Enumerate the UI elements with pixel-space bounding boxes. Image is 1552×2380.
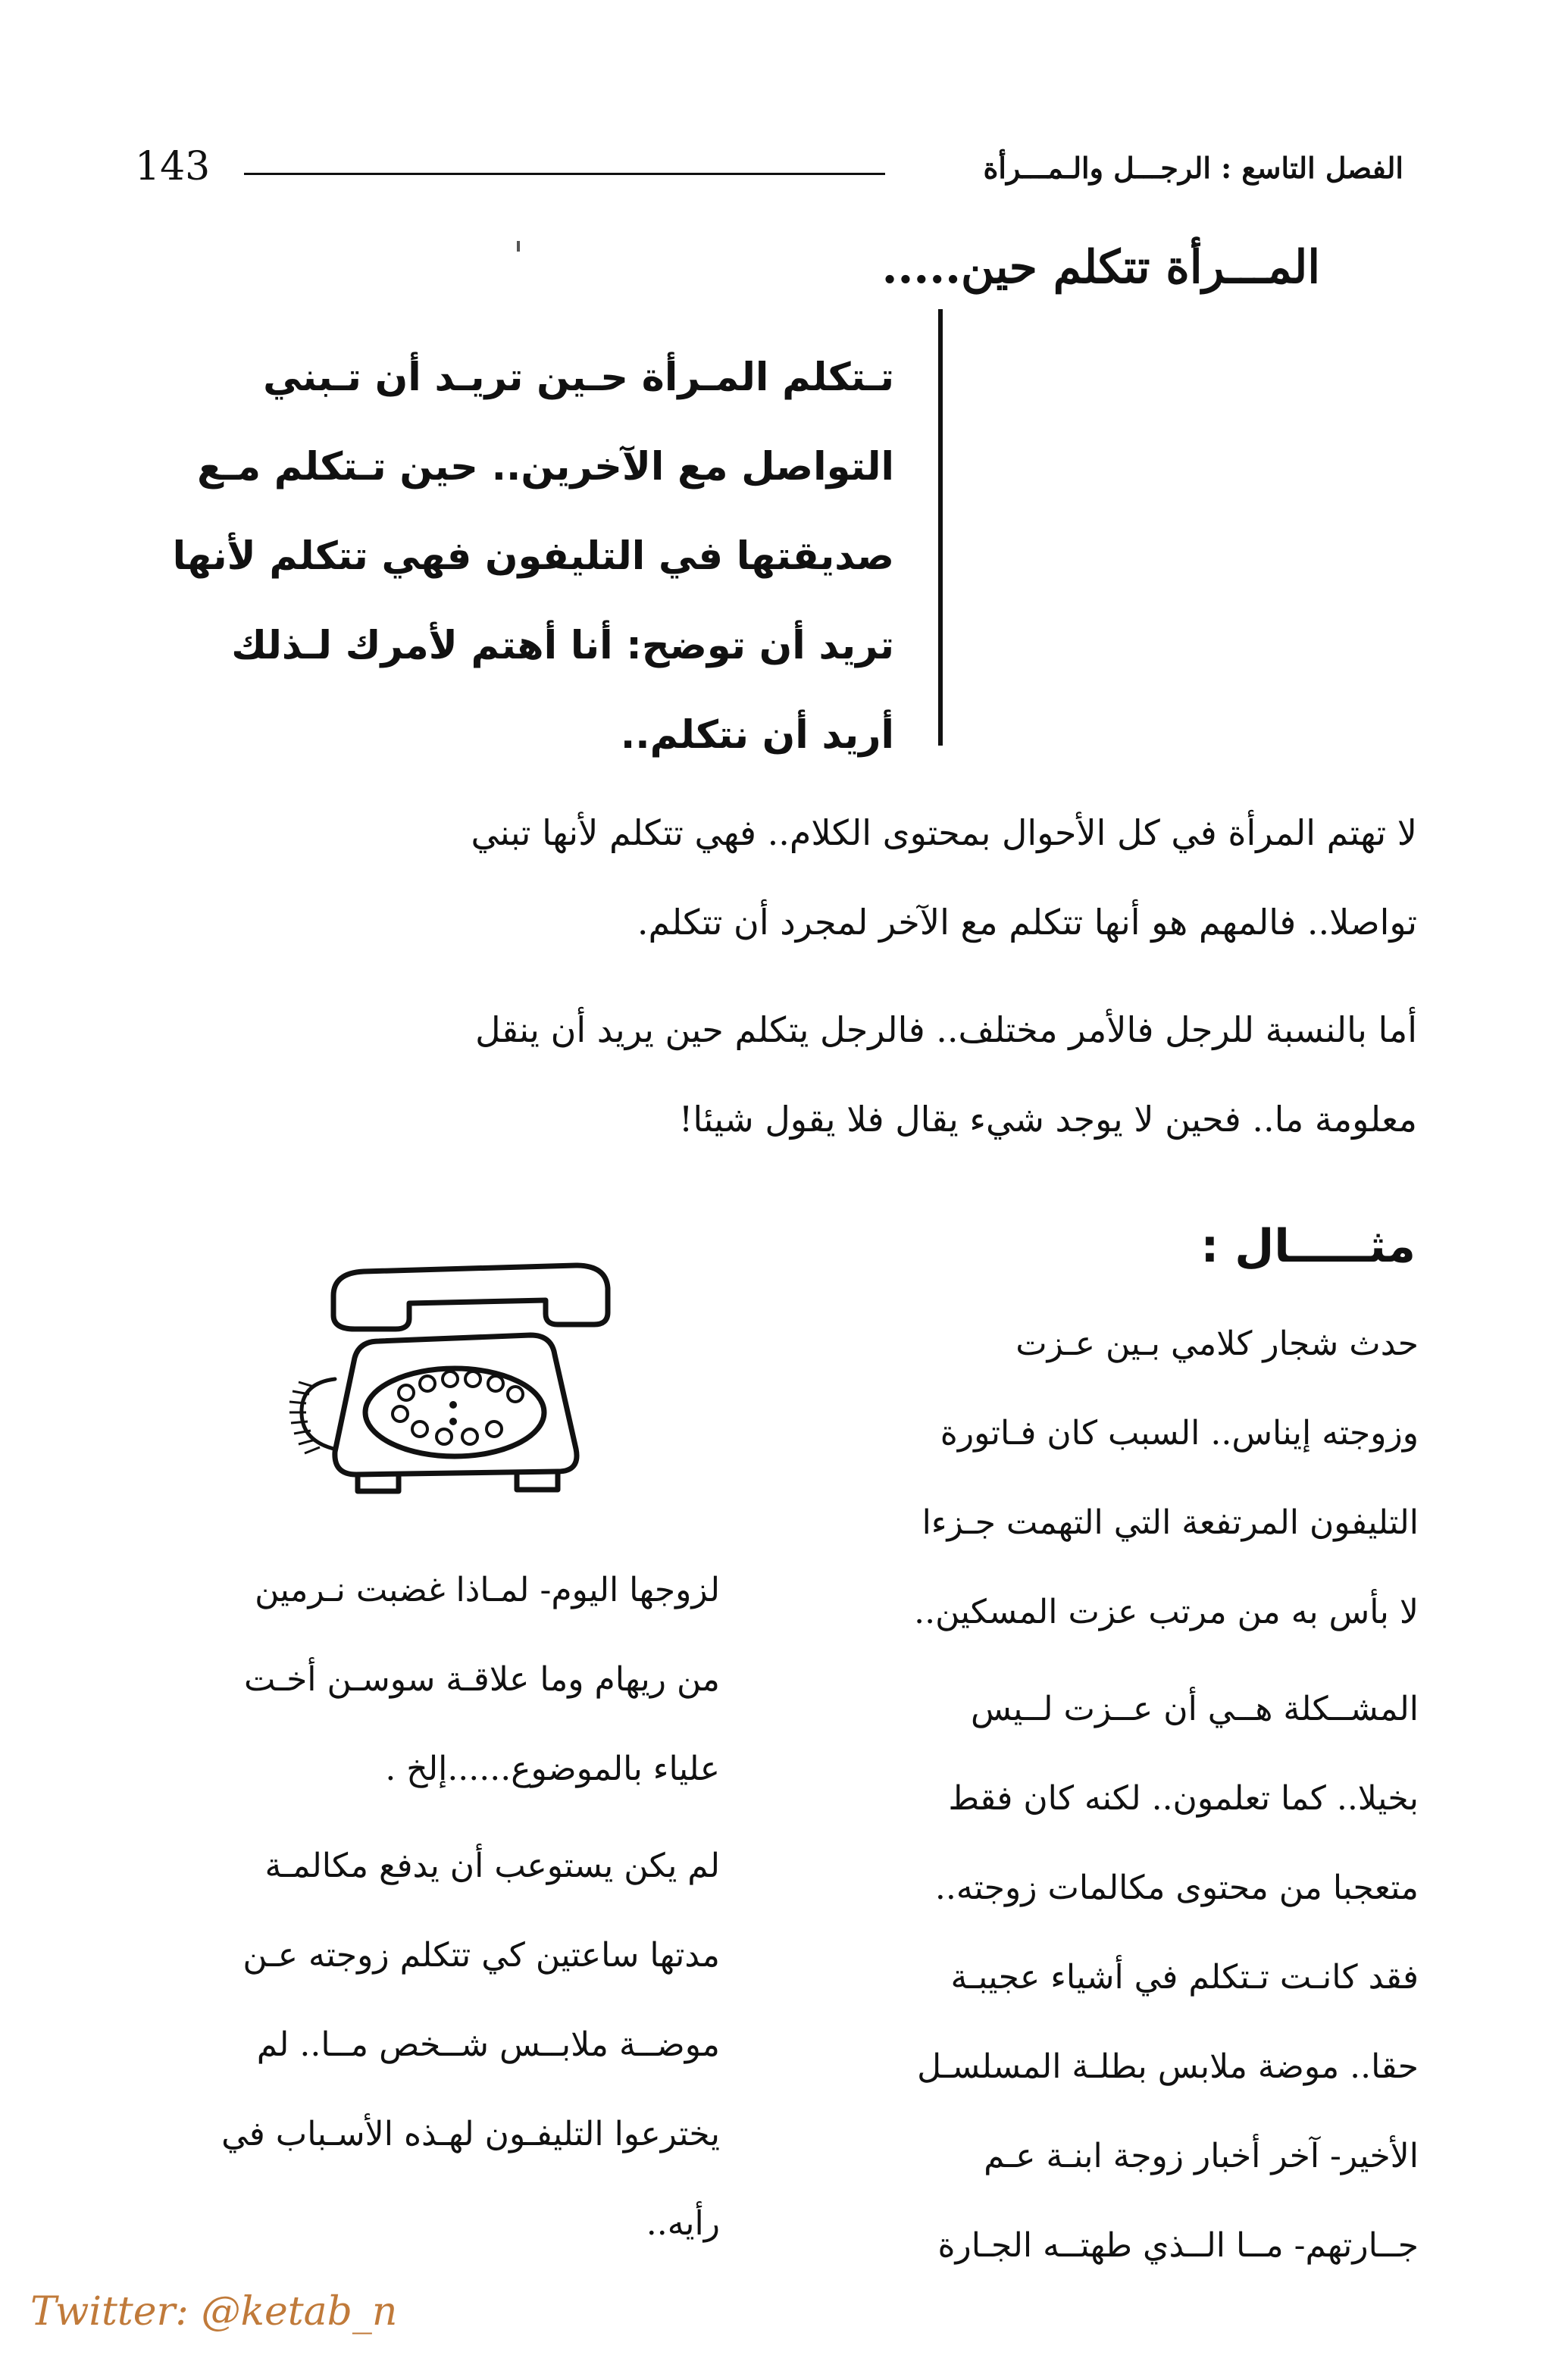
paragraph-line: أما بالنسبة للرجل فالأمر مختلف.. فالرجل يتكلم حين يريد أن ينقل (475, 1009, 1417, 1050)
example-title: مثـــــال : (1200, 1220, 1416, 1273)
column-line: حدث شجار كلامي بـين عـزت (1015, 1324, 1419, 1363)
section-title: المـــرأة تتكلم حين..... (881, 241, 1320, 294)
telephone-icon (220, 1250, 659, 1508)
column-line: رأيه.. (646, 2204, 720, 2243)
column-line: موضــة ملابــس شــخص مــا.. لم (256, 2025, 720, 2064)
column-line: لم يكن يستوعب أن يدفع مكالمـة (264, 1847, 720, 1885)
column-line: جــارتهم- مــا الــذي طهتــه الجـارة (937, 2226, 1419, 2265)
column-line: مدتها ساعتين كي تتكلم زوجته عـن (242, 1936, 720, 1975)
column-line: فقد كانـت تـتكلم في أشياء عجيبـة (950, 1958, 1419, 1997)
quote-line: التواصل مع الآخرين.. حين تـتكلم مـع (197, 445, 894, 489)
quote-line: تـتكلم المـرأة حـين تريـد أن تـبني (263, 355, 894, 400)
column-line: متعجبا من محتوى مكالمات زوجته.. (934, 1869, 1419, 1907)
paragraph-line: معلومة ما.. فحين لا يوجد شيء يقال فلا يقول شيئا! (678, 1099, 1417, 1140)
column-line: بخيلا.. كما تعلمون.. لكنه كان فقط (948, 1779, 1419, 1818)
paragraph-women (136, 788, 1417, 967)
quote-line: تريد أن توضح: أنا أهتم لأمرك لـذلك (231, 624, 894, 668)
quote-rule (938, 309, 943, 746)
column-line: لا بأس به من مرتب عزت المسكين.. (914, 1593, 1419, 1631)
paragraph-men (136, 985, 1417, 1164)
column-line: حقا.. موضة ملابس بطلـة المسلسـل (917, 2047, 1419, 2086)
column-line: المشــكلة هــي أن عــزت لــيس (971, 1690, 1419, 1728)
paragraph-gap (136, 1814, 720, 1822)
paragraph-line: لا تهتم المرأة في كل الأحوال بمحتوى الكلام.. فهي تتكلم لأنها تبني (471, 812, 1417, 853)
example-column-right (828, 1299, 1419, 2291)
column-line: لزوجها اليوم- لمـاذا غضبت نـرمين (255, 1571, 720, 1609)
column-line: من ريهام وما علاقـة سوسـن أخـت (243, 1660, 720, 1699)
running-head: الفصل التاسع : الرجـــل والـمـــرأة (983, 151, 1403, 185)
quote-box (136, 333, 894, 780)
column-line: وزوجته إيناس.. السبب كان فـاتورة (940, 1414, 1419, 1453)
column-line: التليفون المرتفعة التي التهمت جـزءا (922, 1503, 1419, 1542)
print-mark (517, 241, 520, 252)
page-number: 143 (135, 144, 211, 189)
quote-line: أريد أن نتكلم.. (620, 713, 894, 758)
column-line: يخترعوا التليفـون لهـذه الأسـباب في (221, 2115, 720, 2153)
example-column-left (136, 1546, 720, 2269)
paragraph-line: تواصلا.. فالمهم هو أنها تتكلم مع الآخر لمجرد أن تتكلم. (637, 902, 1417, 943)
header-rule (244, 173, 885, 175)
column-line: الأخير- آخر أخبار زوجة ابنـة عـم (984, 2137, 1419, 2175)
quote-line: صديقتها في التليفون فهي تتكلم لأنها (172, 534, 894, 579)
twitter-watermark: Twitter: @ketab_n (30, 2289, 398, 2335)
paragraph-gap (828, 1657, 1419, 1665)
column-line: علياء بالموضوع......إلخ . (385, 1750, 720, 1788)
